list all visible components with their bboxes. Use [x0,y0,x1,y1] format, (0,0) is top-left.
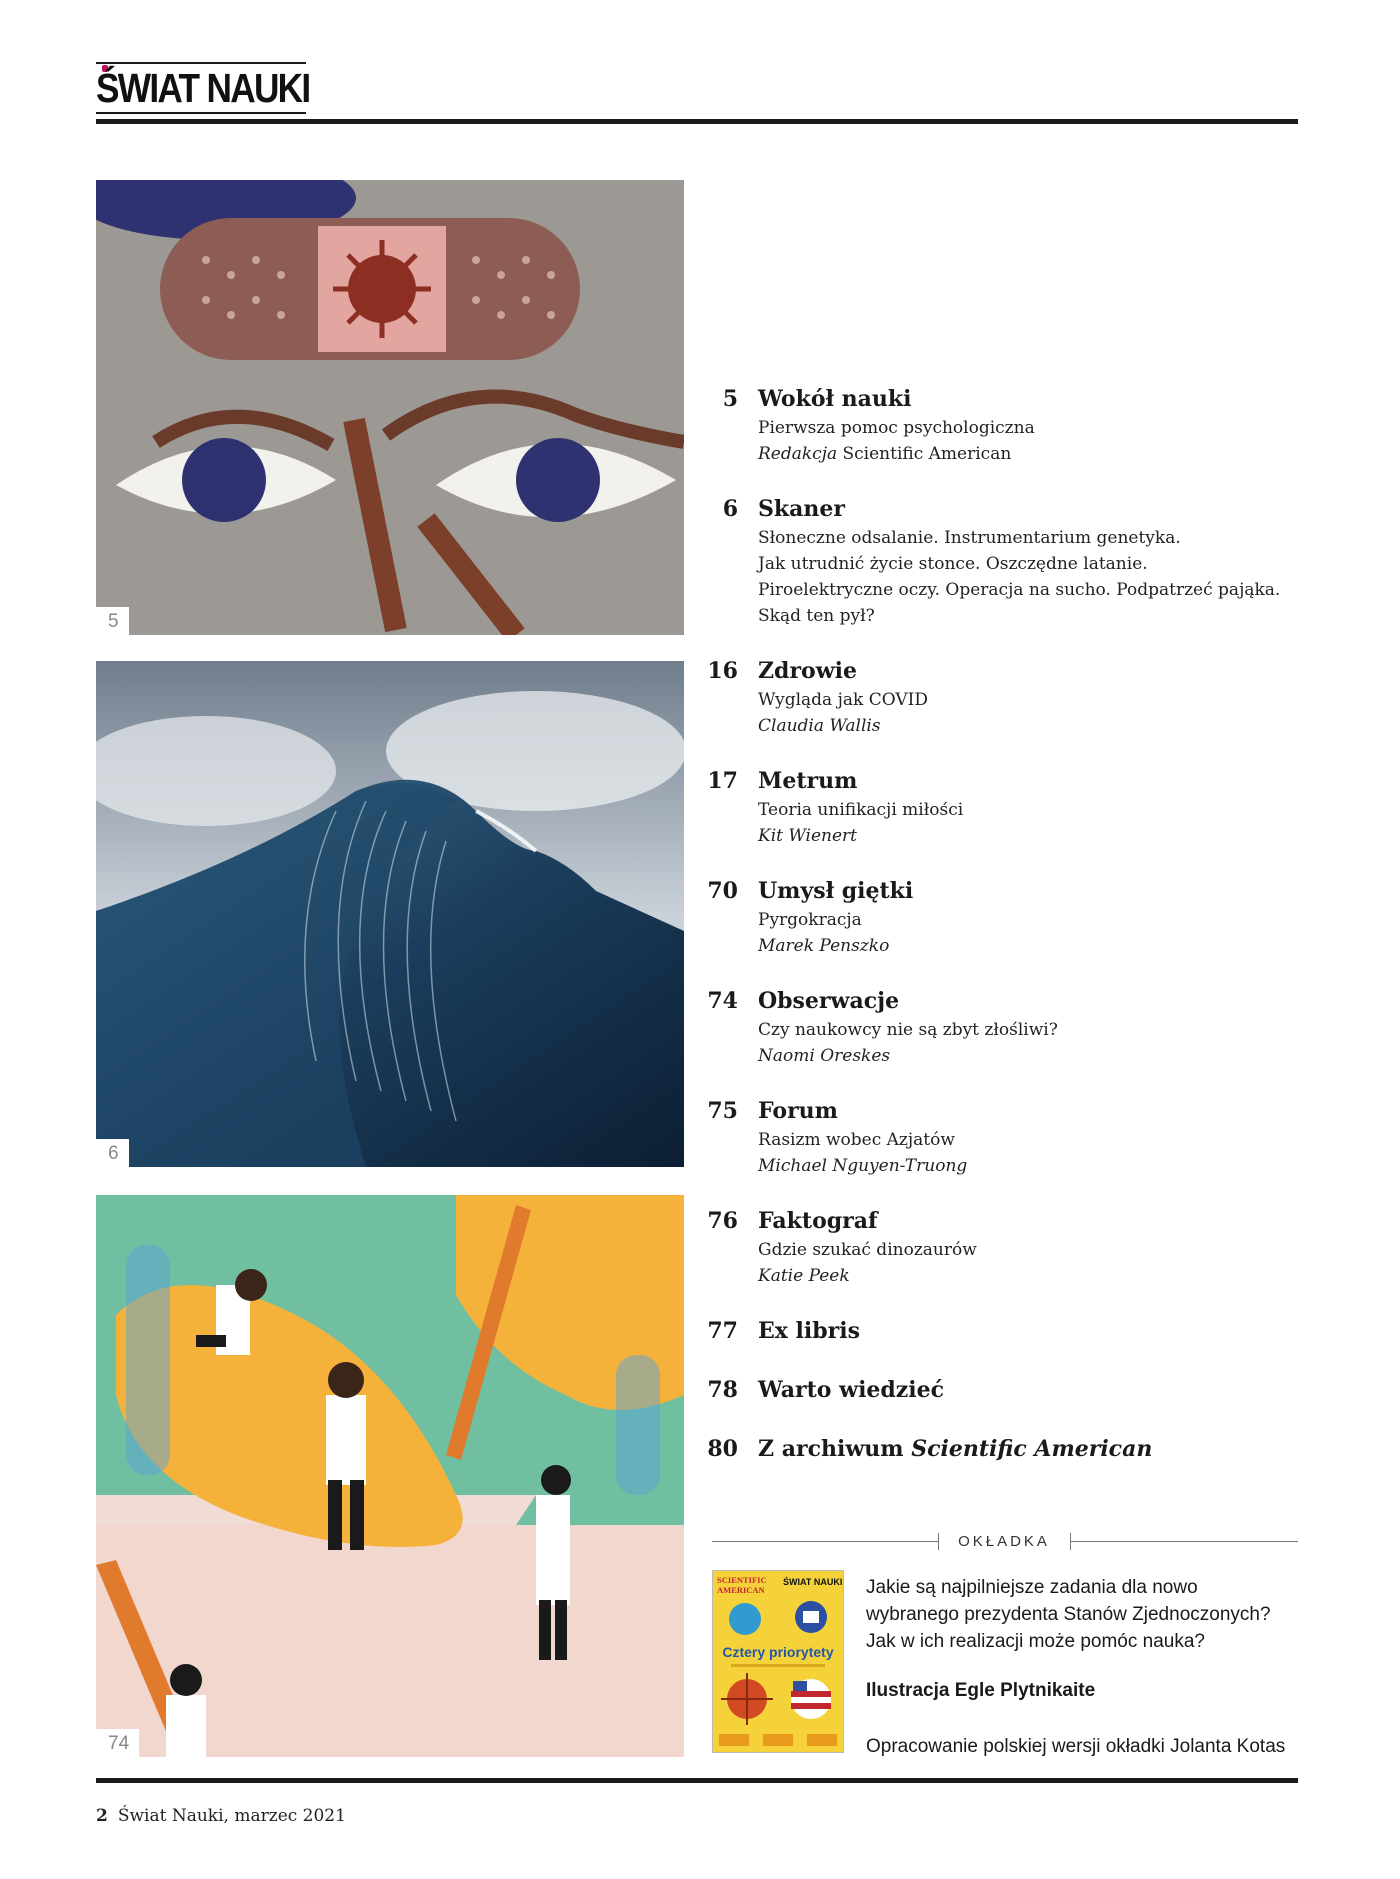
toc-section-title: Obserwacje [758,988,900,1014]
toc-description [758,797,963,849]
toc-subtitle: Pyrgokracja [758,910,862,930]
toc-subtitle: Słoneczne odsalanie. Instrumentarium genetyka. [758,528,1181,548]
toc-description [758,907,889,959]
magazine-cover-image [713,1571,843,1752]
cover-thumbnail[interactable] [712,1570,844,1753]
toc-author-italic: Redakcja [758,444,838,464]
toc-section-title: Warto wiedzieć [758,1377,945,1403]
toc-subtitle: Rasizm wobec Azjatów [758,1130,955,1150]
cover-adaptation-credit: Opracowanie polskiej wersji okładki Jolanta Kotas [866,1736,1286,1757]
footer-rule [96,1778,1298,1783]
toc-section-title: Skaner [758,496,845,522]
toc-description [758,1127,967,1179]
toc-page-number: 78 [707,1377,738,1403]
scientists-hand-illustration [96,1195,684,1757]
toc-page-number: 5 [722,386,738,412]
header-rule [96,119,1298,124]
toc-subtitle: Piroelektryczne oczy. Operacja na sucho. Podpatrzeć pająka. [758,580,1281,600]
toc-author: Marek Penszko [758,936,890,956]
toc-section-title: Zdrowie [758,658,857,684]
cover-description-line: Jak w ich realizacji może pomóc nauka? [866,1631,1205,1652]
cover-heading-label: OKŁADKA [958,1533,1050,1550]
toc-section-title: Faktograf [758,1208,878,1234]
toc-page-number: 76 [707,1208,738,1234]
toc-author: Kit Wienert [758,826,858,846]
toc-section-title: Metrum [758,768,858,794]
toc-author-suffix: Scientific American [837,444,1012,464]
toc-section-title: Forum [758,1098,838,1124]
ocean-wave-photo [96,661,684,1167]
cover-illustration-credit: Ilustracja Egle Plytnikaite [866,1680,1096,1701]
toc-author: Michael Nguyen-Truong [758,1156,968,1176]
toc-subtitle: Jak utrudnić życie stonce. Oszczędne latanie. [758,554,1148,574]
toc-page-number: 77 [707,1318,738,1344]
toc-subtitle: Wygląda jak COVID [758,690,928,710]
toc-title-italic: Scientific American [911,1436,1153,1462]
toc-description [758,1237,977,1289]
toc-author: Claudia Wallis [758,716,881,736]
toc-page-number: 6 [722,496,738,522]
cover-brand-left: SCIENTIFIC [717,1575,767,1585]
toc-section-title: Wokół nauki [758,386,912,412]
cover-brand-left-2: AMERICAN [717,1585,765,1595]
toc-page-number: 70 [707,878,738,904]
toc-page-number: 17 [707,768,738,794]
toc-title-roman: Z archiwum [758,1436,912,1462]
toc-page-number: 80 [707,1436,738,1462]
cover-headline: Cztery priorytety [722,1644,834,1660]
image-caption-page: 5 [96,607,129,635]
toc-page-number: 75 [707,1098,738,1124]
cover-description-line: Jakie są najpilniejsze zadania dla nowo [866,1577,1198,1598]
cover-heading-rule-right [1070,1541,1298,1542]
image-caption-page: 6 [96,1139,129,1167]
toc-description [758,415,1035,467]
cover-brand-right: ŚWIAT NAUKI [783,1577,843,1587]
toc-author: Katie Peek [758,1266,850,1286]
cover-heading [712,1530,1298,1554]
toc-subtitle: Czy naukowcy nie są zbyt złośliwi? [758,1020,1058,1040]
toc-section-title [758,1433,1152,1465]
toc-section-title: Ex libris [758,1318,860,1344]
illustration-bandage [96,180,684,635]
toc-description [758,525,1280,629]
photo-wave [96,661,684,1167]
toc-description [758,687,928,739]
toc-description [758,1017,1058,1069]
cover-description-line: wybranego prezydenta Stanów Zjednoczonych? [866,1604,1271,1625]
magazine-logo [96,62,310,114]
issue-label: Świat Nauki, marzec 2021 [117,1806,346,1826]
cover-heading-rule-left [712,1541,938,1542]
bandage-face-illustration [96,180,684,635]
toc-author [758,441,1035,467]
page-footer [96,1806,346,1826]
toc-subtitle: Pierwsza pomoc psychologiczna [758,418,1035,438]
illustration-scientists [96,1195,684,1757]
toc-page-number: 74 [707,988,738,1014]
page-number: 2 [96,1806,108,1826]
toc-subtitle: Gdzie szukać dinozaurów [758,1240,977,1260]
cover-description [866,1574,1306,1655]
logo-bottom-rule [96,112,306,114]
toc-section-title: Umysł giętki [758,878,914,904]
image-caption-page: 74 [96,1729,139,1757]
toc-author: Naomi Oreskes [758,1046,891,1066]
toc-subtitle: Teoria unifikacji miłości [758,800,964,820]
logo-text: ŚWIAT NAUKI [96,65,310,111]
toc-page-number: 16 [707,658,738,684]
toc-subtitle: Skąd ten pył? [758,606,875,626]
